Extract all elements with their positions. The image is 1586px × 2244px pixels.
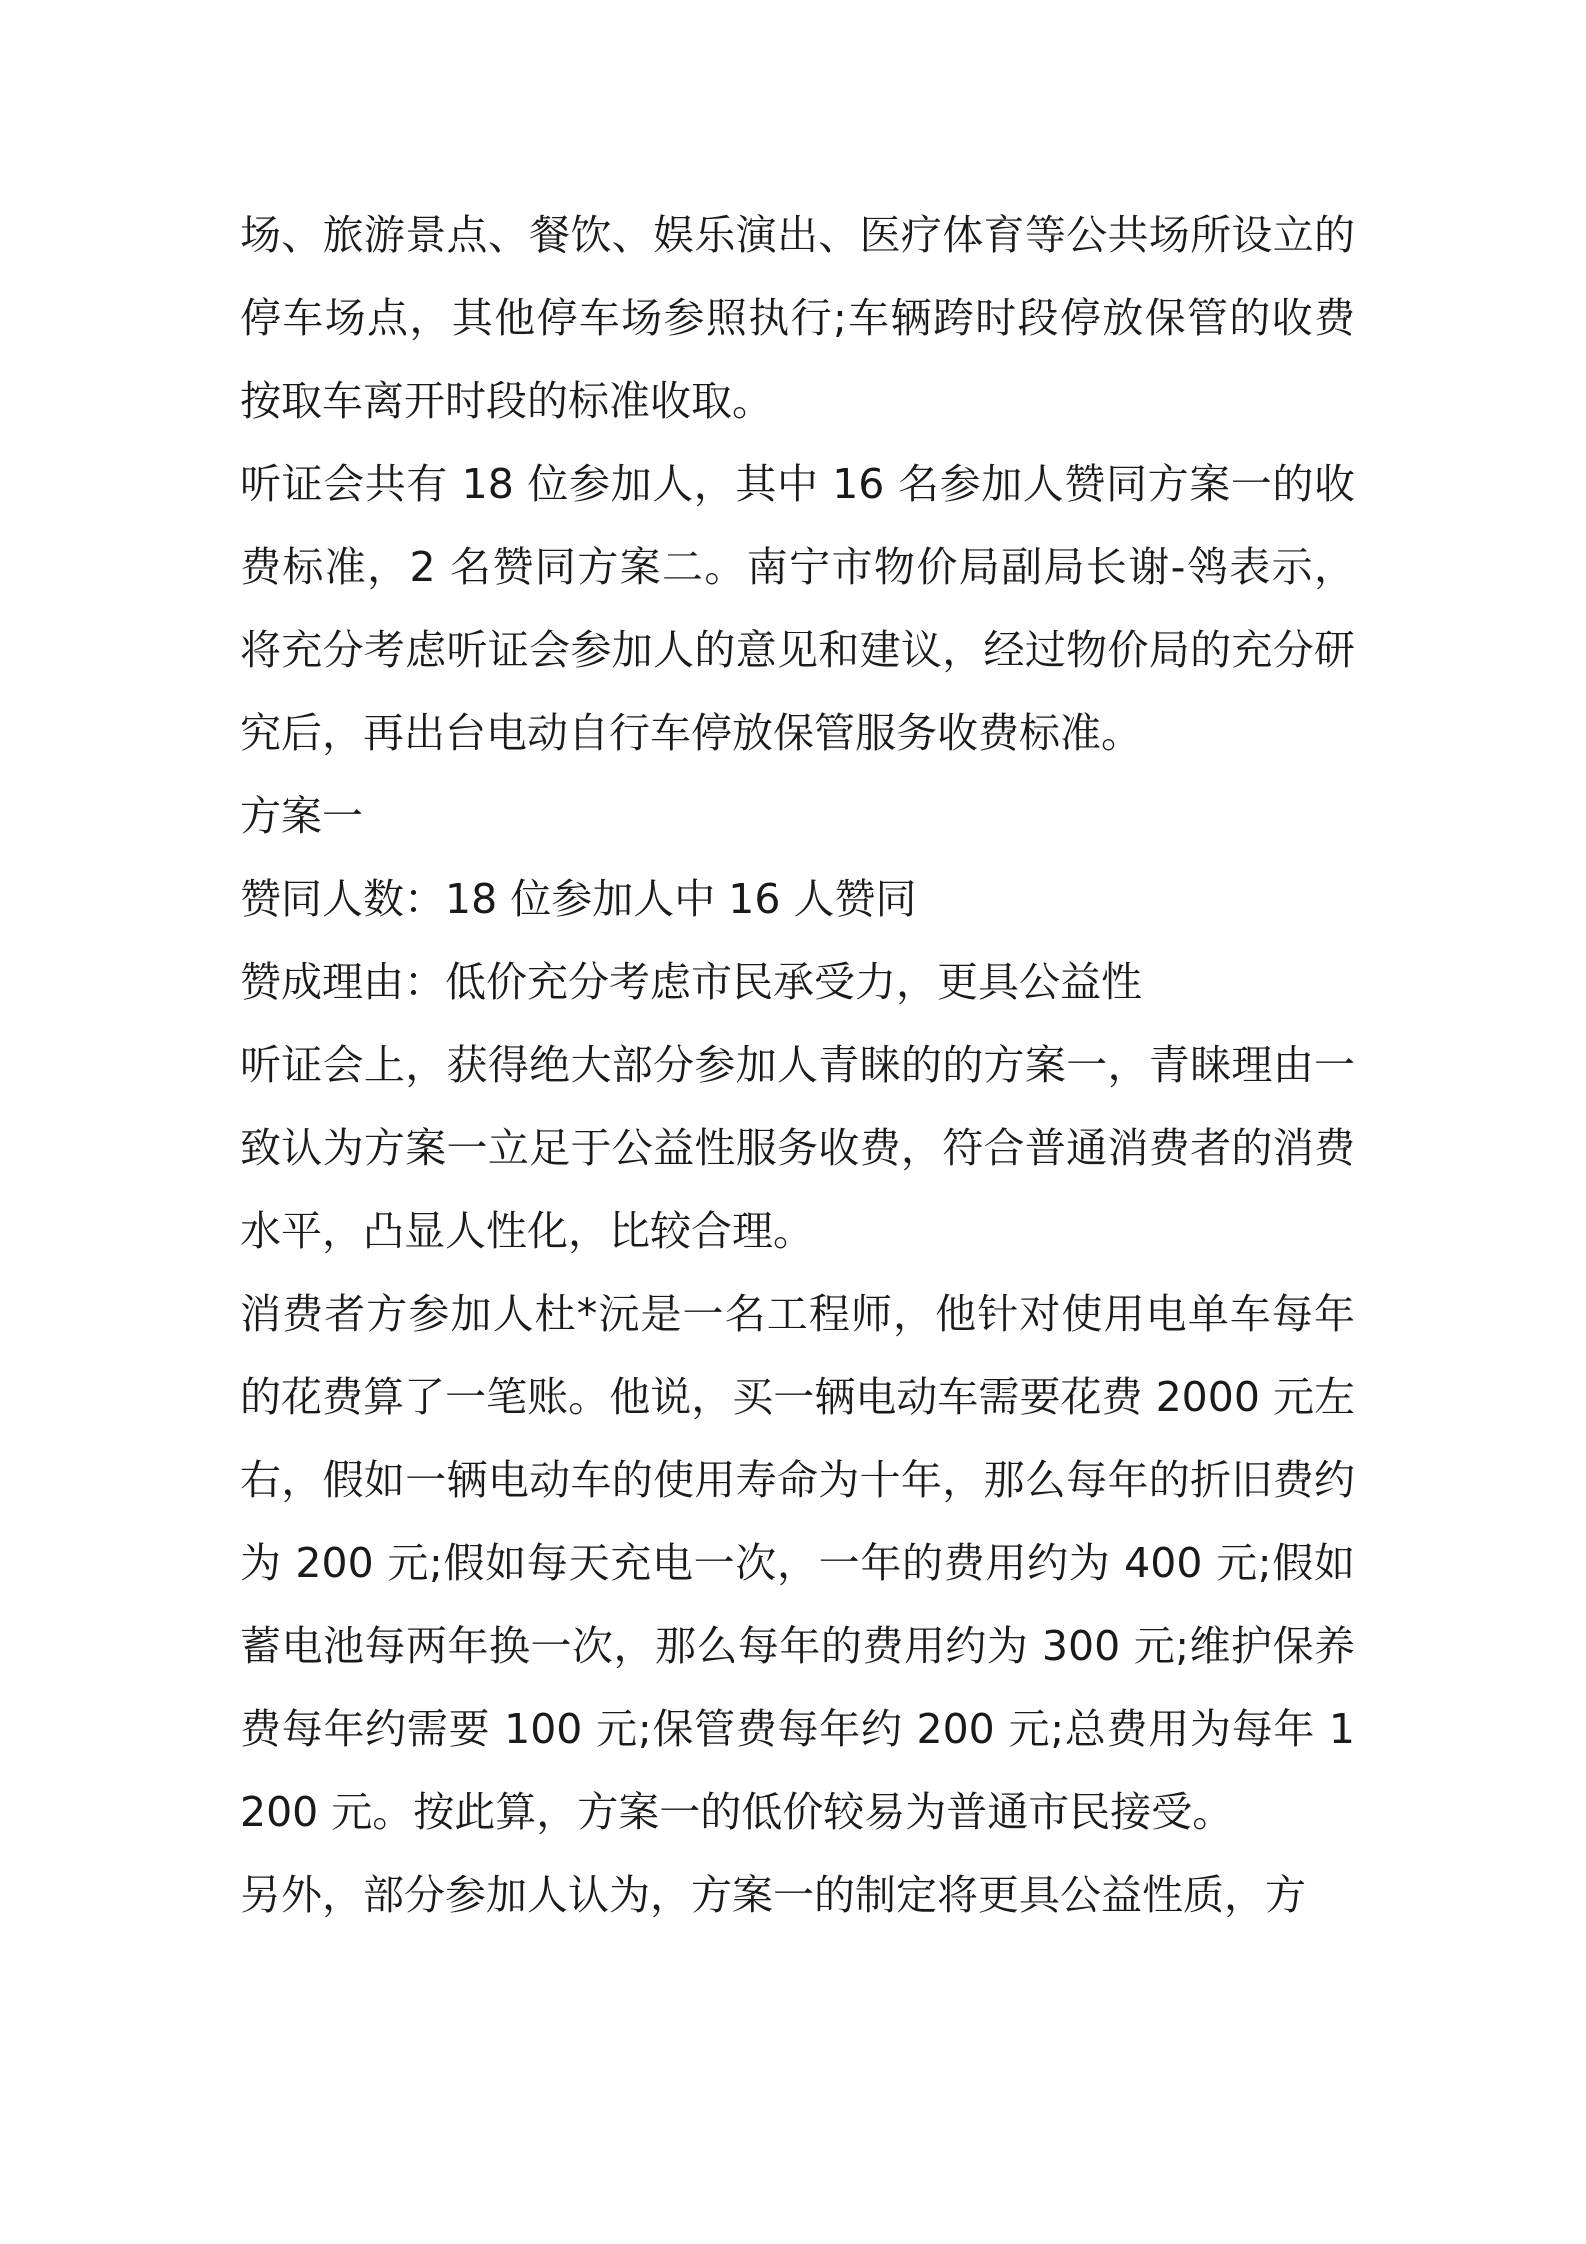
paragraph-hearing-summary: 听证会共有 18 位参加人，其中 16 名参加人赞同方案一的收费标准，2 名赞同方案二。南宁市物价局副局长谢-鸰表示，将充分考虑听证会参加人的意见和建议，经过物价局的充分研究后，再出台电动自行车停放保管服务收费标准。 <box>240 460 1355 757</box>
document-body <box>240 194 1355 1937</box>
paragraph-support-reason: 赞成理由：低价充分考虑市民承受力，更具公益性 <box>240 958 1142 1006</box>
paragraph-plan-one-favor: 听证会上，获得绝大部分参加人青睐的的方案一，青睐理由一致认为方案一立足于公益性服务收费，符合普通消费者的消费水平，凸显人性化，比较合理。 <box>240 1041 1355 1255</box>
paragraph-plan-one-heading: 方案一 <box>240 792 363 840</box>
paragraph-parking-scope: 场、旅游景点、餐饮、娱乐演出、医疗体育等公共场所设立的停车场点，其他停车场参照执行;车辆跨时段停放保管的收费按取车离开时段的标准收取。 <box>240 211 1355 425</box>
paragraph-cost-calculation: 消费者方参加人杜*沅是一名工程师，他针对使用电单车每年的花费算了一笔账。他说，买一辆电动车需要花费 2000 元左右，假如一辆电动车的使用寿命为十年，那么每年的折旧费约为 200 元;假如每天充电一次，一年的费用约为 400 元;假如蓄电池每两年换一次，那么每年的费用约为 300 元;维护保养费每年约需要 100 元;保管费每年约 200 元;总费用为每年 1200 元。按此算，方案一的低价较易为普通市民接受。 <box>240 1290 1355 1836</box>
paragraph-supporter-count: 赞同人数：18 位参加人中 16 人赞同 <box>240 875 917 923</box>
paragraph-public-welfare: 另外，部分参加人认为，方案一的制定将更具公益性质，方 <box>240 1871 1306 1919</box>
